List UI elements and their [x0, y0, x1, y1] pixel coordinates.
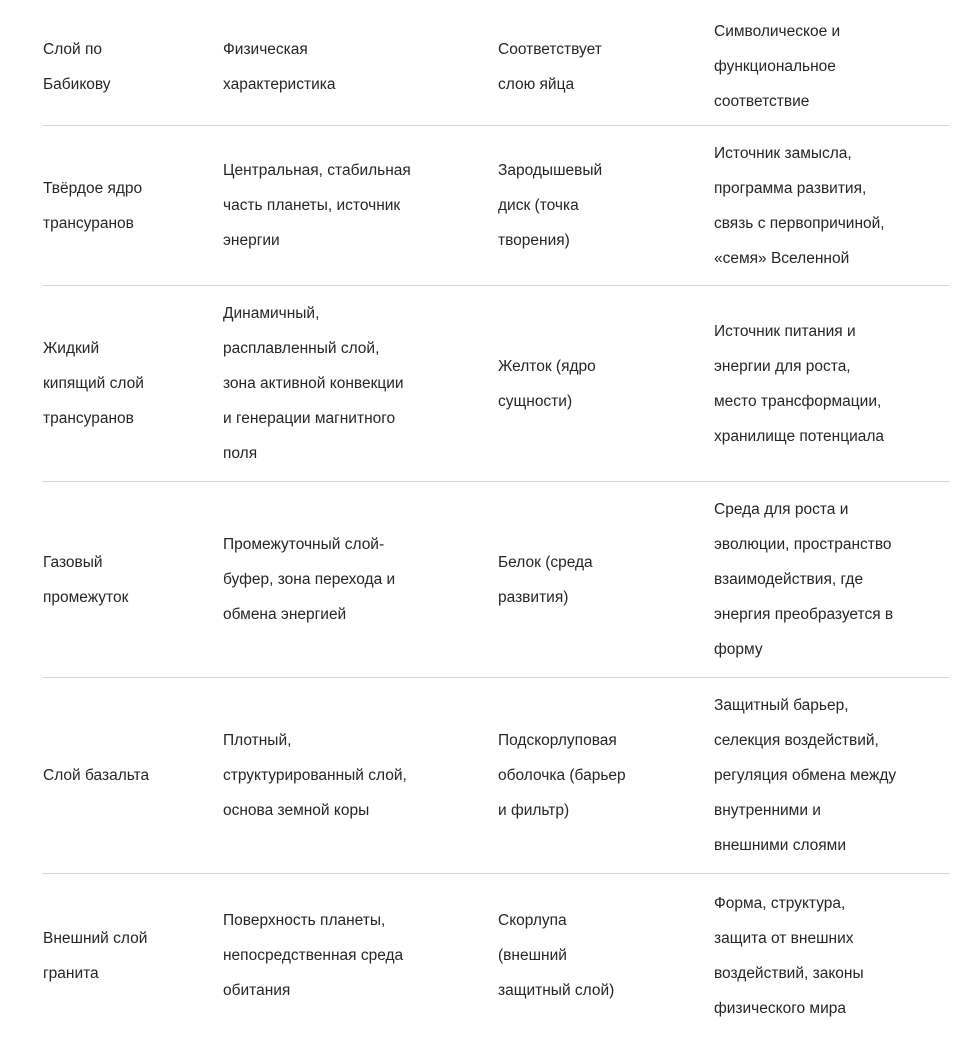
- table-cell: Слой базальта: [43, 678, 223, 874]
- header-cell-physical: Физическая характеристика: [223, 40, 336, 93]
- table-cell: Желток (ядро сущности): [498, 286, 714, 482]
- table-row: [43, 126, 949, 286]
- table-cell: Твёрдое ядро трансуранов: [43, 126, 223, 286]
- table-header: [43, 8, 949, 126]
- table-cell: Источник питания и энергии для роста, место трансформации, хранилище потенциала: [714, 286, 949, 482]
- table-cell: Плотный, структурированный слой, основа земной коры: [223, 678, 498, 874]
- table-cell: Форма, структура, защита от внешних воздействий, законы физического мира: [714, 874, 949, 1038]
- table-cell: Динамичный, расплавленный слой, зона активной конвекции и генерации магнитного поля: [223, 286, 498, 482]
- table-cell: Газовый промежуток: [43, 482, 223, 678]
- table-cell: Промежуточный слой- буфер, зона перехода и обмена энергией: [223, 482, 498, 678]
- table-row: [43, 286, 949, 482]
- table-cell: Скорлупа (внешний защитный слой): [498, 874, 714, 1038]
- table-row: [43, 874, 949, 1038]
- layers-comparison-table: [43, 8, 949, 1037]
- table-cell: Внешний слой гранита: [43, 874, 223, 1038]
- table-cell: Поверхность планеты, непосредственная среда обитания: [223, 874, 498, 1038]
- table-cell: Источник замысла, программа развития, связь с первопричиной, «семя» Вселенной: [714, 126, 949, 286]
- table-row: [43, 482, 949, 678]
- layers-table-container: [43, 8, 949, 1037]
- header-cell-layer: Слой по Бабикову: [43, 40, 111, 93]
- table-row: [43, 678, 949, 874]
- table-cell: Защитный барьер, селекция воздействий, регуляция обмена между внутренними и внешними слоями: [714, 678, 949, 874]
- table-cell: Зародышевый диск (точка творения): [498, 126, 714, 286]
- table-body: [43, 126, 949, 1038]
- header-cell-symbolic: Символическое и функциональное соответствие: [714, 23, 841, 110]
- table-cell: Белок (среда развития): [498, 482, 714, 678]
- table-cell: Среда для роста и эволюции, пространство взаимодействия, где энергия преобразуется в форму: [714, 482, 949, 678]
- table-cell: Жидкий кипящий слой трансуранов: [43, 286, 223, 482]
- table-cell: Центральная, стабильная часть планеты, источник энергии: [223, 126, 498, 286]
- header-row: [43, 8, 949, 126]
- table-cell: Подскорлуповая оболочка (барьер и фильтр): [498, 678, 714, 874]
- header-cell-egg-layer: Соответствует слою яйца: [498, 40, 602, 93]
